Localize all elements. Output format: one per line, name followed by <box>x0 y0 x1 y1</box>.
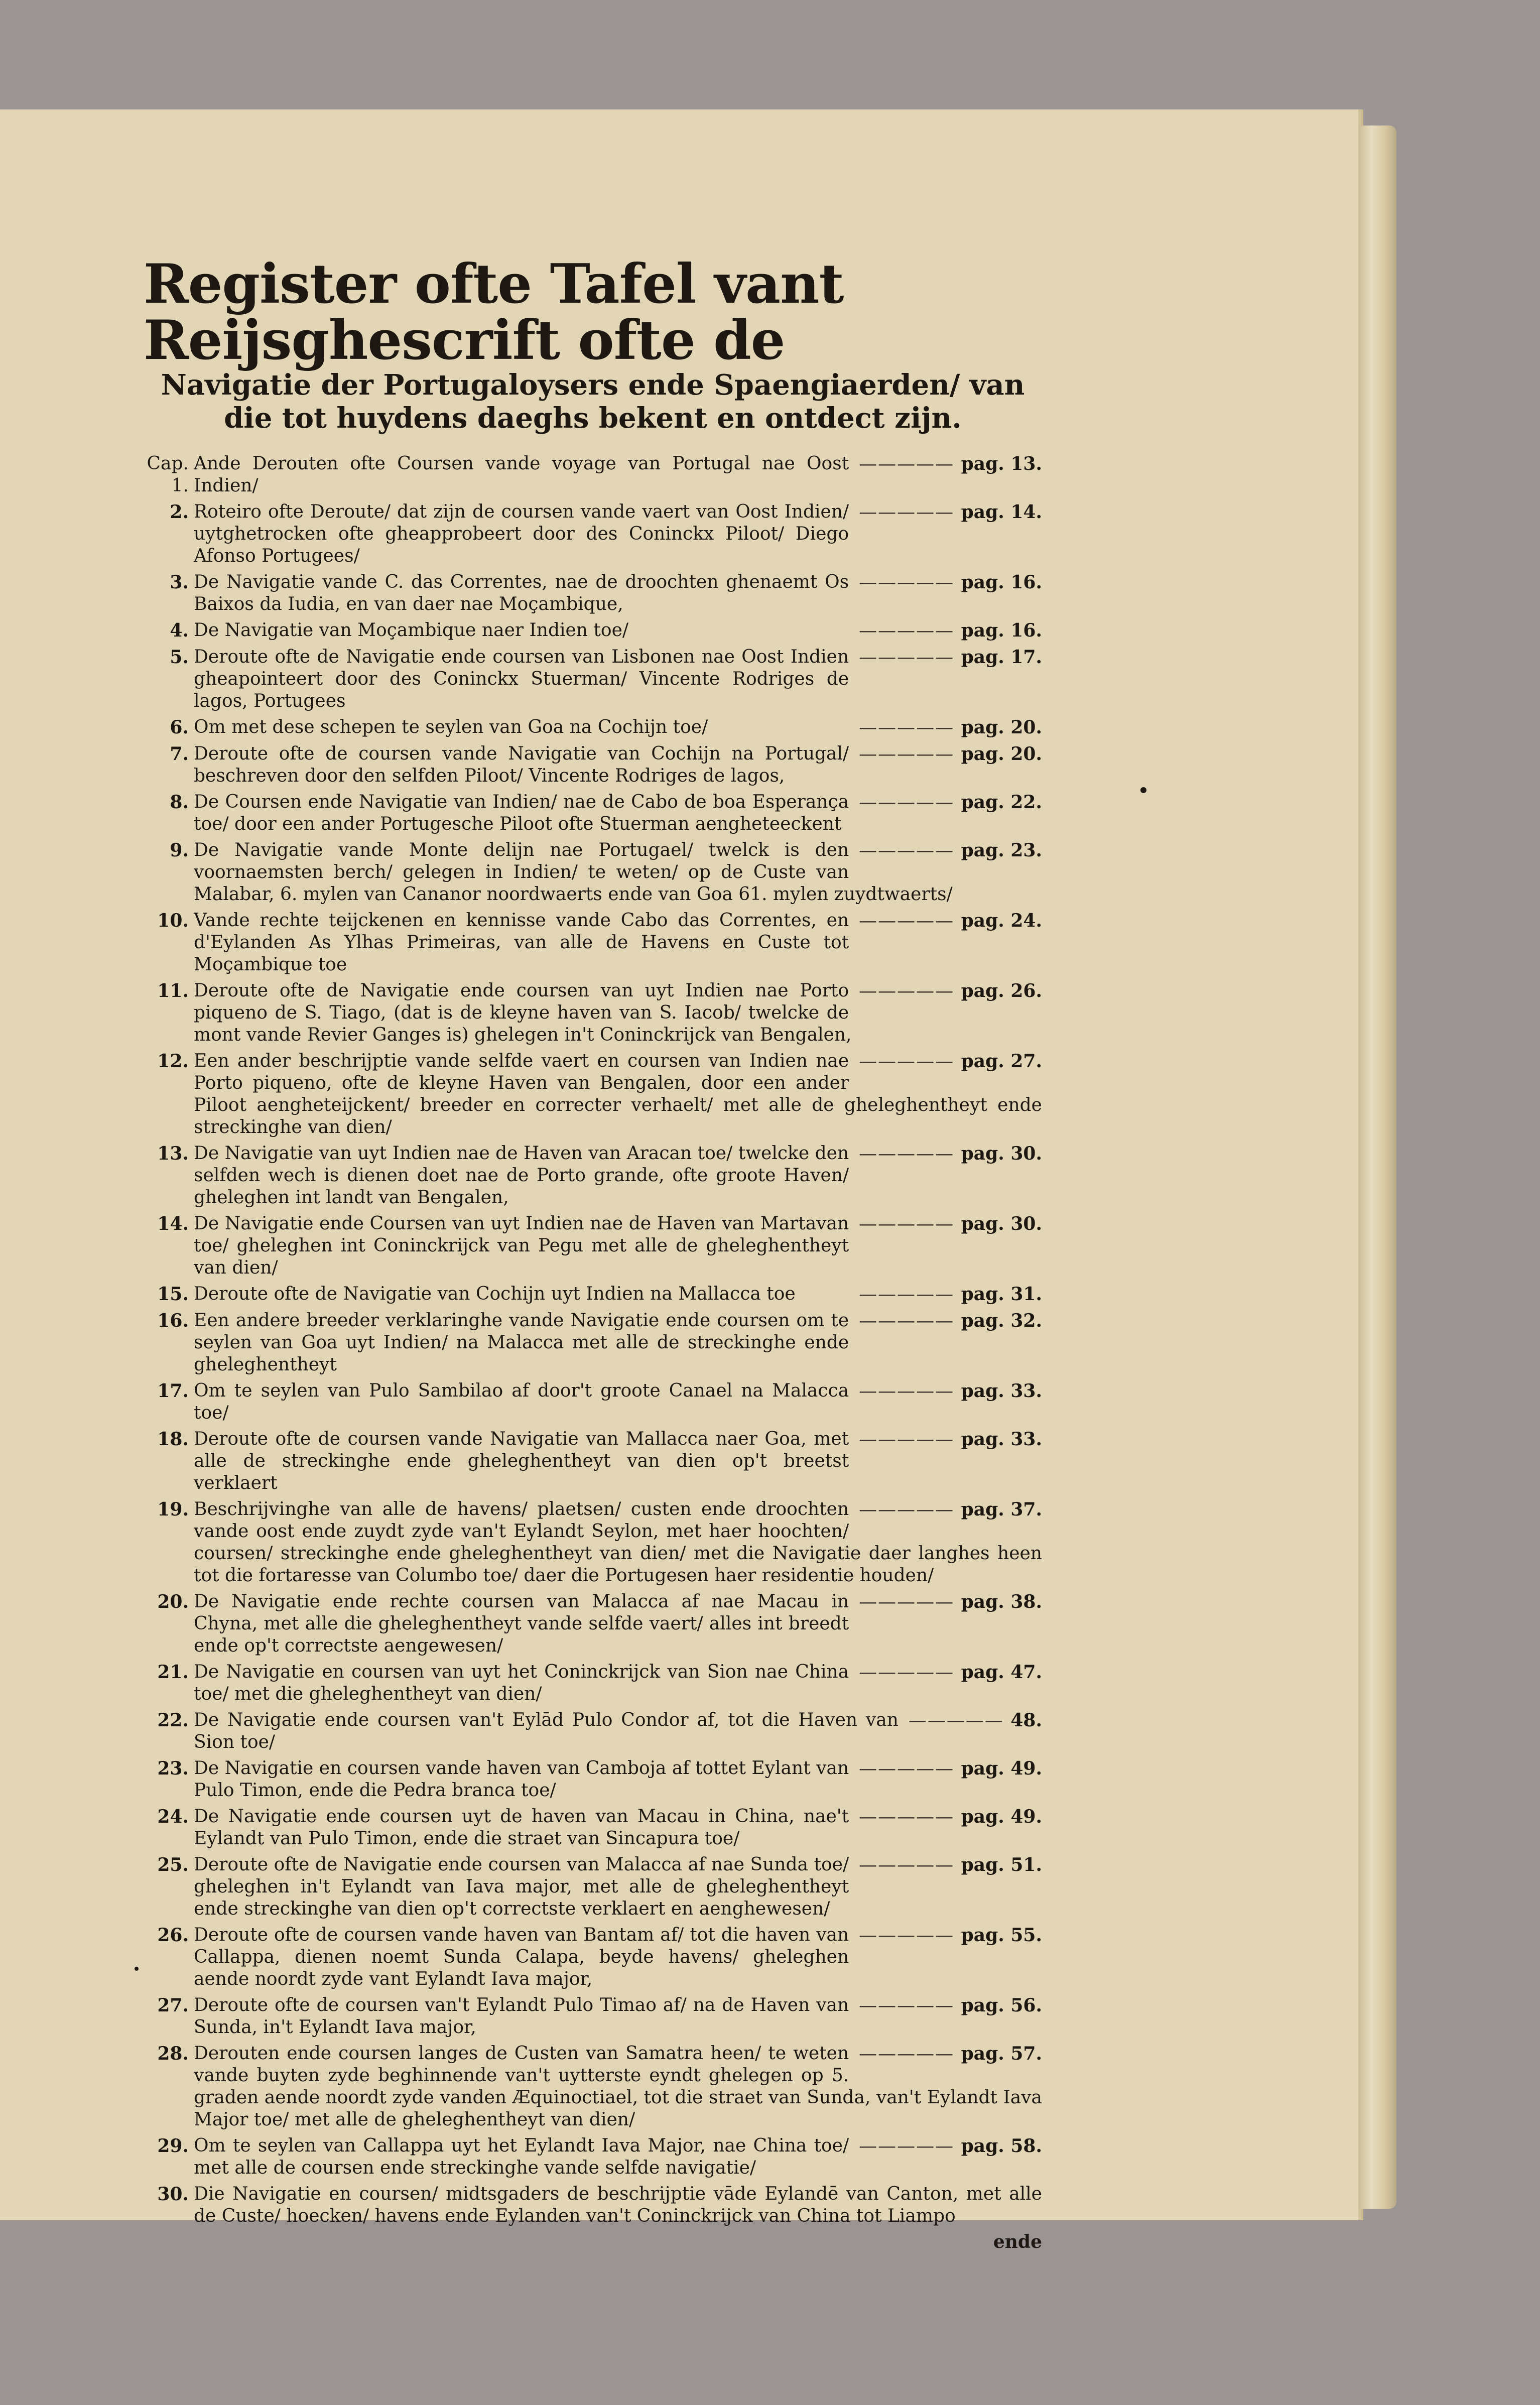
entry-body <box>194 839 1042 906</box>
entry-body <box>194 716 1042 739</box>
entry-text: De Navigatie ende rechte coursen van Malacca af nae Macau in Chyna, met alle die gheleghentheyt vande selfde vaert/ alles int breedt ende op't correctste aengewesen/ <box>194 1591 849 1656</box>
entry-text: Een andere breeder verklaringhe vande Navigatie ende coursen om te seylen van Goa uyt Indien/ na Malacca met alle de streckinghe ende gheleghentheyt <box>194 1310 849 1375</box>
entry-text: Ande Derouten ofte Coursen vande voyage van Portugal nae Oost Indien/ <box>194 453 849 496</box>
entry-page-ref: ————— pag. 56. <box>849 1994 1042 2017</box>
entry-text: Om te seylen van Callappa uyt het Eylandt Iava Major, nae China toe/ met alle de coursen ende streckinghe vande selfde navigatie/ <box>194 2135 849 2178</box>
entry-body <box>194 2043 1042 2131</box>
entry-number: 19. <box>157 1499 189 1520</box>
toc-entry <box>144 501 1042 567</box>
entry-number: 26. <box>157 1925 189 1946</box>
entry-body <box>194 791 1042 835</box>
entry-number: 14. <box>157 1213 189 1234</box>
entry-body <box>194 1283 1042 1306</box>
entry-text: De Navigatie ende coursen uyt de haven van Macau in China, nae't Eylandt van Pulo Timon, ende die straet van Sincapura toe/ <box>194 1806 849 1849</box>
toc-entry <box>144 2183 1042 2227</box>
entry-text: Om te seylen van Pulo Sambilao af door't groote Canael na Malacca toe/ <box>194 1380 849 1423</box>
entry-body <box>194 1661 1042 1705</box>
entry-number: Cap. 1. <box>147 453 189 496</box>
toc-entry <box>144 2043 1042 2131</box>
entry-page-ref: ————— pag. 20. <box>849 743 1042 766</box>
entry-body <box>194 1709 1042 1753</box>
entry-page-ref: ————— pag. 58. <box>849 2135 1042 2158</box>
entry-text: De Navigatie en coursen vande haven van Camboja af tottet Eylant van Pulo Timon, ende die Pedra branca toe/ <box>194 1758 849 1801</box>
entry-page-ref: ————— pag. 57. <box>849 2043 1042 2065</box>
entry-number: 18. <box>157 1429 189 1450</box>
toc-entry <box>144 619 1042 642</box>
entry-page-ref: ————— pag. 37. <box>849 1498 1042 1521</box>
entry-text: De Navigatie ende Coursen van uyt Indien nae de Haven van Martavan toe/ gheleghen int Coninckrijck van Pegu met alle de gheleghentheyt van dien/ <box>194 1213 849 1278</box>
entry-text: Roteiro ofte Deroute/ dat zijn de coursen vande vaert van Oost Indien/ uytghetrocken ofte gheapprobeert door des Coninckx Piloot/ Diego Afonso Portugees/ <box>194 501 849 566</box>
entry-page-ref: ————— pag. 51. <box>849 1854 1042 1876</box>
entry-page-ref: ————— pag. 30. <box>849 1143 1042 1165</box>
toc-entry <box>144 1283 1042 1306</box>
toc-entry <box>144 1994 1042 2039</box>
entry-text: Deroute ofte de coursen vande Navigatie van Mallacca naer Goa, met alle de streckinghe ende gheleghentheyt van dien op't breetst verklaert <box>194 1429 849 1493</box>
entry-number: 23. <box>157 1758 189 1779</box>
toc-entry <box>144 910 1042 976</box>
toc-entry <box>144 571 1042 615</box>
entry-body <box>194 2135 1042 2179</box>
entry-page-ref: ————— pag. 33. <box>849 1428 1042 1451</box>
entry-body <box>194 571 1042 615</box>
entry-body <box>194 1310 1042 1376</box>
entry-text: Die Navigatie en coursen/ midtsgaders de beschrijptie vāde Eylandē van Canton, met alle de Custe/ hoecken/ havens ende Eylanden van't Coninckrijck van China tot Liampo <box>194 2184 1042 2226</box>
toc-entry <box>144 1498 1042 1587</box>
entry-number: 27. <box>157 1995 189 2016</box>
entry-page-ref: ————— pag. 14. <box>849 501 1042 524</box>
entry-text: De Navigatie en coursen van uyt het Coninckrijck van Sion nae China toe/ met die gheleghentheyt van dien/ <box>194 1662 849 1704</box>
entry-number: 8. <box>170 792 189 813</box>
entry-body <box>194 1591 1042 1657</box>
toc-entry <box>144 1757 1042 1802</box>
toc-entry <box>144 453 1042 497</box>
toc-entry <box>144 716 1042 739</box>
entry-number: 9. <box>170 840 189 861</box>
catchword: ende <box>993 2231 1042 2252</box>
entry-page-ref: ————— pag. 47. <box>849 1661 1042 1684</box>
toc-entry <box>144 1143 1042 1209</box>
entry-page-ref: ————— pag. 17. <box>849 646 1042 669</box>
entry-text: Beschrijvinghe van alle de havens/ plaetsen/ custen ende droochten vande oost ende zuydt zyde van't Eylandt Seylon, met haer hoochten/ coursen/ streckinghe ende gheleghentheyt van dien/ met die Navigatie daer langhes heen tot die fortaresse van Columbo toe/ daer die Portugesen haer residentie houden/ <box>194 1499 1042 1586</box>
entry-page-ref: ————— pag. 16. <box>849 619 1042 642</box>
entry-body <box>194 1428 1042 1494</box>
entry-text: Deroute ofte de coursen vande Navigatie van Cochijn na Portugal/ beschreven door den selfden Piloot/ Vincente Rodriges de lagos, <box>194 743 849 786</box>
entry-number: 28. <box>157 2043 189 2064</box>
entry-body <box>194 1380 1042 1424</box>
ink-speck <box>1140 787 1146 793</box>
entry-body <box>194 501 1042 567</box>
page-subtitle: Navigatie der Portugaloysers ende Spaengiaerden/ van die tot huydens daeghs bekent en ontdect zijn. <box>161 368 1025 435</box>
entry-page-ref: ————— pag. 49. <box>849 1757 1042 1780</box>
entry-page-ref: ————— pag. 31. <box>849 1283 1042 1306</box>
entry-body <box>194 1757 1042 1802</box>
entry-number: 30. <box>157 2184 189 2205</box>
entry-page-ref: ————— 48. <box>899 1709 1042 1732</box>
entry-page-ref: ————— pag. 26. <box>849 980 1042 1002</box>
entry-page-ref: ————— pag. 30. <box>849 1213 1042 1235</box>
entry-page-ref: ————— pag. 23. <box>849 839 1042 862</box>
entry-body <box>194 1143 1042 1209</box>
entry-body <box>194 1924 1042 1990</box>
entry-body <box>194 2183 1042 2227</box>
entry-text: De Navigatie ende coursen van't Eylād Pulo Condor af, tot die Haven van Sion toe/ <box>194 1710 899 1752</box>
toc-entry <box>144 743 1042 787</box>
toc-entry <box>144 1806 1042 1850</box>
entry-page-ref: ————— pag. 38. <box>849 1591 1042 1613</box>
entry-body <box>194 1050 1042 1138</box>
entry-body <box>194 1806 1042 1850</box>
entry-page-ref: ————— pag. 16. <box>849 571 1042 594</box>
entry-page-ref: ————— pag. 33. <box>849 1380 1042 1403</box>
entry-body <box>194 910 1042 976</box>
entry-page-ref: ————— pag. 20. <box>849 716 1042 739</box>
entry-page-ref: ————— pag. 49. <box>849 1806 1042 1828</box>
toc-entry <box>144 2135 1042 2179</box>
entry-number: 17. <box>157 1380 189 1402</box>
entry-number: 10. <box>157 910 189 931</box>
entry-body <box>194 1854 1042 1920</box>
toc-entry <box>144 1709 1042 1753</box>
entry-number: 2. <box>170 501 189 523</box>
toc-entry <box>144 1854 1042 1920</box>
page-content <box>144 252 1042 2252</box>
entry-body <box>194 1994 1042 2039</box>
entry-text: Deroute ofte de coursen van't Eylandt Pulo Timao af/ na de Haven van Sunda, in't Eylandt Iava major, <box>194 1995 849 2038</box>
entry-number: 7. <box>170 743 189 765</box>
entry-page-ref: ————— pag. 24. <box>849 910 1042 932</box>
page-title: Register ofte Tafel vant Reijsghescrift ofte de <box>144 252 844 372</box>
table-of-contents <box>144 453 1042 2227</box>
toc-entry <box>144 646 1042 712</box>
entry-body <box>194 980 1042 1046</box>
entry-body <box>194 619 1042 642</box>
entry-text: De Navigatie van Moçambique naer Indien toe/ <box>194 620 629 641</box>
toc-entry <box>144 1050 1042 1138</box>
entry-number: 25. <box>157 1854 189 1875</box>
entry-text: Deroute ofte de coursen vande haven van Bantam af/ tot die haven van Callappa, dienen noemt Sunda Calapa, beyde havens/ gheleghen aende noordt zyde vant Eylandt Iava major, <box>194 1925 849 1989</box>
entry-number: 15. <box>157 1284 189 1305</box>
entry-number: 22. <box>157 1710 189 1731</box>
entry-page-ref: ————— pag. 32. <box>849 1310 1042 1332</box>
entry-text: Deroute ofte de Navigatie van Cochijn uyt Indien na Mallacca toe <box>194 1284 796 1304</box>
toc-entry <box>144 1380 1042 1424</box>
entry-text: Derouten ende coursen langes de Custen van Samatra heen/ te weten vande buyten zyde beghinnende van't uytterste eyndt ghelegen op 5. graden aende noordt zyde vanden Æquinoctiael, tot die straet van Sunda, van't Eylandt Iava Major toe/ met alle de gheleghentheyt van dien/ <box>194 2043 1042 2130</box>
toc-entry <box>144 980 1042 1046</box>
entry-number: 24. <box>157 1806 189 1827</box>
entry-text: Een ander beschrijptie vande selfde vaert en coursen van Indien nae Porto piqueno, ofte de kleyne Haven van Bengalen, door een ander Piloot aengheteijckent/ breeder en correcter verhaelt/ met alle de gheleghentheyt ende streckinghe van dien/ <box>194 1051 1042 1137</box>
entry-body <box>194 743 1042 787</box>
toc-entry <box>144 1661 1042 1705</box>
toc-entry <box>144 1213 1042 1279</box>
entry-text: Deroute ofte de Navigatie ende coursen van Lisbonen nae Oost Indien gheapointeert door des Coninckx Stuerman/ Vincente Rodriges de lagos, Portugees <box>194 647 849 711</box>
entry-number: 29. <box>157 2135 189 2157</box>
entry-number: 5. <box>170 647 189 668</box>
toc-entry <box>144 791 1042 835</box>
entry-number: 21. <box>157 1662 189 1683</box>
entry-text: De Navigatie vande C. das Correntes, nae de droochten ghenaemt Os Baixos da Iudia, en van daer nae Moçambique, <box>194 572 849 614</box>
entry-body <box>194 1498 1042 1587</box>
toc-entry <box>144 1924 1042 1990</box>
entry-body <box>194 1213 1042 1279</box>
entry-page-ref: ————— pag. 27. <box>849 1050 1042 1073</box>
ink-speck <box>135 1967 139 1971</box>
toc-entry <box>144 1428 1042 1494</box>
entry-number: 20. <box>157 1591 189 1612</box>
entry-text: De Navigatie van uyt Indien nae de Haven van Aracan toe/ twelcke den selfden wech is dienen doet nae de Porto grande, ofte groote Haven/ gheleghen int landt van Bengalen, <box>194 1143 849 1208</box>
entry-number: 11. <box>157 980 189 1001</box>
entry-text: De Navigatie vande Monte delijn nae Portugael/ twelck is den voornaemsten berch/ gelegen in Indien/ te weten/ op de Custe van Malabar, 6. mylen van Cananor noordwaerts ende van Goa 61. mylen zuydtwaerts/ <box>194 840 953 905</box>
toc-entry <box>144 1591 1042 1657</box>
entry-text: Vande rechte teijckenen en kennisse vande Cabo das Correntes, en d'Eylanden As Ylhas Primeiras, van alle de Havens en Custe tot Moçambique toe <box>194 910 849 975</box>
entry-number: 3. <box>170 572 189 593</box>
entry-number: 13. <box>157 1143 189 1164</box>
entry-page-ref: ————— pag. 13. <box>849 453 1042 475</box>
entry-text: Deroute ofte de Navigatie ende coursen van uyt Indien nae Porto piqueno de S. Tiago, (dat is de kleyne haven van S. Iacob/ twelcke de mont vande Revier Ganges is) ghelegen in't Coninckrijck van Bengalen, <box>194 980 852 1045</box>
entry-text: Deroute ofte de Navigatie ende coursen van Malacca af nae Sunda toe/ gheleghen in't Eylandt van Iava major, met alle de gheleghentheyt ende streckinghe van dien op't correctste verklaert en aenghewesen/ <box>194 1854 849 1919</box>
entry-text: De Coursen ende Navigatie van Indien/ nae de Cabo de boa Esperança toe/ door een ander Portugesche Piloot ofte Stuerman aengheteeckent <box>194 792 849 834</box>
entry-body <box>194 646 1042 712</box>
entry-page-ref: ————— pag. 55. <box>849 1924 1042 1947</box>
entry-number: 16. <box>157 1310 189 1331</box>
entry-body <box>194 453 1042 497</box>
entry-number: 4. <box>170 620 189 641</box>
entry-number: 12. <box>157 1051 189 1072</box>
page-edge <box>1358 125 1396 2209</box>
entry-text: Om met dese schepen te seylen van Goa na Cochijn toe/ <box>194 717 708 737</box>
toc-entry <box>144 839 1042 906</box>
entry-number: 6. <box>170 717 189 738</box>
toc-entry <box>144 1310 1042 1376</box>
entry-page-ref: ————— pag. 22. <box>849 791 1042 814</box>
